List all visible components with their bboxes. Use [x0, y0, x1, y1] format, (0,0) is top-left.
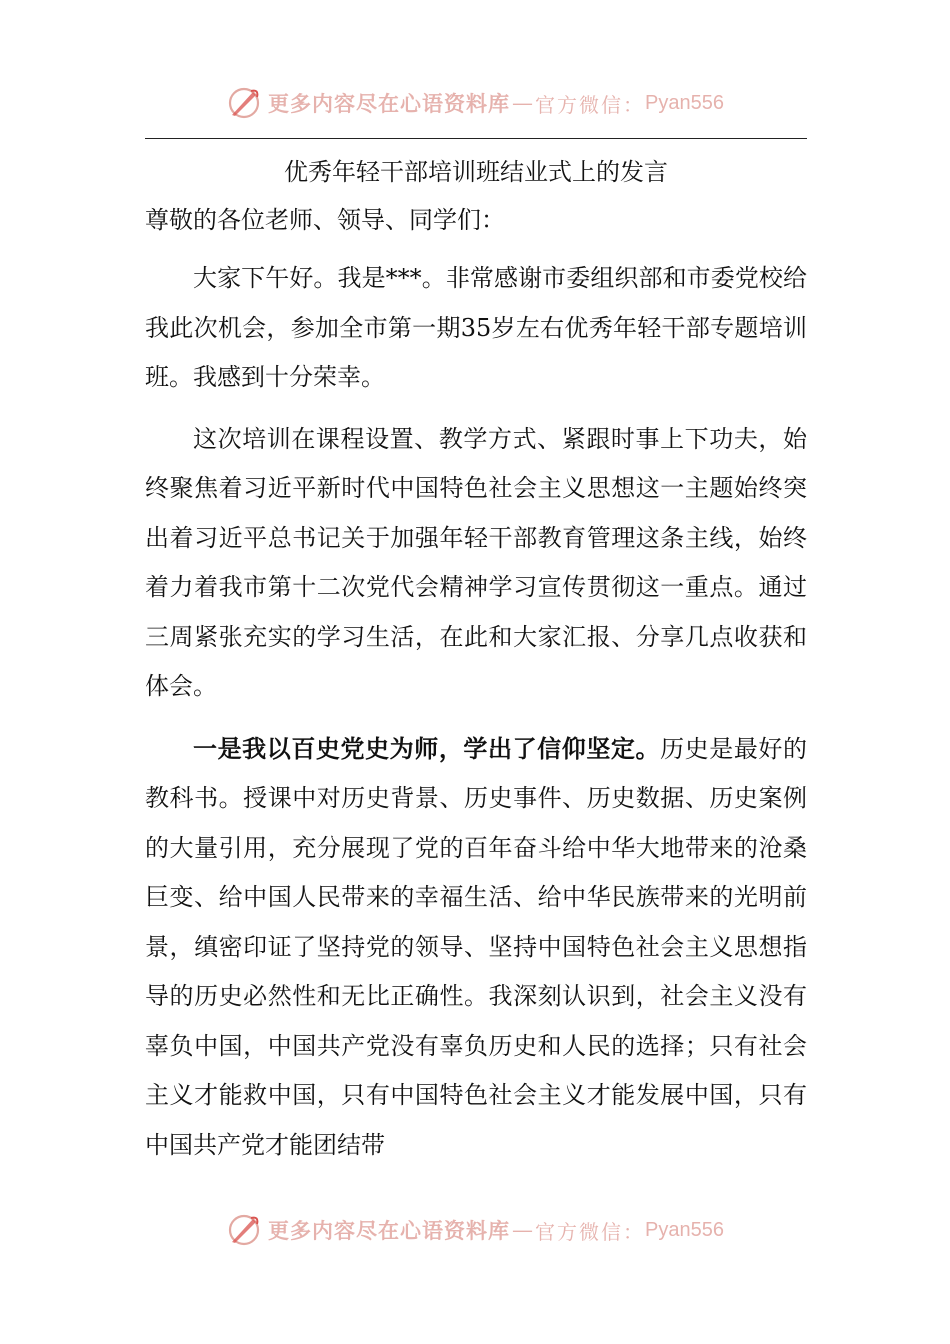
paragraph: [145, 415, 807, 712]
paragraph-text: 历史是最好的教科书。授课中对历史背景、历史事件、历史数据、历史案例的大量引用，充分展现了党的百年奋斗给中华大地带来的沧桑巨变、给中国人民带来的幸福生活、给中华民族带来的光明前景，缜密印证了坚持党的领导、坚持中国特色社会主义思想指导的历史必然性和无比正确性。我深刻认识到，社会主义没有辜负中国，中国共产党没有辜负历史和人民的选择；只有社会主义才能救中国，只有中国特色社会主义才能发展中国，只有中国共产党才能团结带: [145, 734, 808, 1159]
paragraph: [145, 724, 807, 1171]
footer-watermark: [0, 1210, 950, 1250]
document-body: [145, 150, 807, 1170]
paragraph-bold-lead: 一是我以百史党史为师，学出了信仰坚定。: [193, 733, 661, 763]
watermark-separator: —: [512, 1218, 534, 1242]
watermark-contact-label: 官方微信：: [535, 92, 646, 117]
watermark-contact-id: Pyan556: [645, 91, 724, 114]
watermark-separator: —: [512, 91, 534, 115]
document-title: 优秀年轻干部培训班结业式上的发言: [284, 158, 668, 186]
paragraph-text: 这次培训在课程设置、教学方式、紧跟时事上下功夫，始终聚焦着习近平新时代中国特色社会主义思想这一主题始终突出着习近平总书记关于加强年轻干部教育管理这条主线，始终着力着我市第十二次党代会精神学习宣传贯彻这一重点。通过三周紧张充实的学习生活，在此和大家汇报、分享几点收获和体会。: [145, 424, 807, 700]
paragraph-text: 大家下午好。我是***。非常感谢市委组织部和市委党校给我此次机会，参加全市第一期35岁左右优秀年轻干部专题培训班。我感到十分荣幸。: [145, 264, 807, 391]
watermark-brand-text: 更多内容尽在心语资料库: [268, 1218, 511, 1243]
header-watermark: [0, 83, 950, 123]
header-divider: [145, 138, 807, 139]
paragraph: [145, 254, 807, 403]
quill-circle-icon: [226, 85, 262, 121]
watermark-brand-text: 更多内容尽在心语资料库: [268, 91, 511, 116]
watermark-contact-label: 官方微信：: [535, 1219, 646, 1244]
watermark-contact-id: Pyan556: [645, 1218, 724, 1241]
salutation: 尊敬的各位老师、领导、同学们：: [145, 206, 505, 234]
quill-circle-icon: [226, 1212, 262, 1248]
